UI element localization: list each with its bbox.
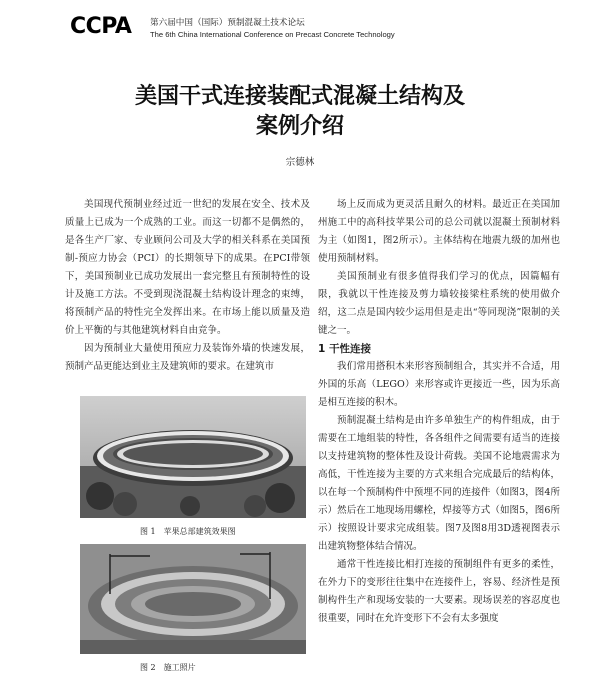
figure-2 <box>80 544 306 673</box>
author-name: 宗德林 <box>285 157 315 168</box>
paragraph: 美国现代预制业经过近一世纪的发展在安全、技术及质量上已成为一个成熟的工业。而这一切都不是偶然的，是各生产厂家、专业顾问公司及大学的相关科系在美国预制-预应力协会（PCI）的长期领导下的成果。在PCI带领下，美国预制业已成功发展出一套完整且有预制特性的设计及施工方法。不受到现浇混凝土结构设计理念的束缚，将预制产品的特性完全发挥出来。在市场上能以质量及造价上平衡的与其他建筑材料自由竞争。 <box>65 199 310 336</box>
paragraph: 场上反而成为更灵活且耐久的材料。最近正在美国加州施工中的高科技苹果公司的总公司就以混凝土预制材料为主（如图1，图2所示）。主体结构在地震九级的加州也使用预制材料。 <box>318 199 560 264</box>
apple-hq-rendering-image <box>80 396 306 518</box>
paragraph: 我们常用搭积木来形容预制组合，其实并不合适，用外国的乐高（LEGO）来形容或许更接近一些，因为乐高是相互连接的积木。 <box>318 361 560 408</box>
figure-1-caption: 图 1 苹果总部建筑效果图 <box>140 527 236 536</box>
figure-1 <box>80 396 306 537</box>
conference-name-cn: 第六届中国（国际）预制混凝土技术论坛 <box>150 18 305 28</box>
article-title <box>0 82 600 142</box>
left-column <box>65 196 310 376</box>
paragraph: 因为预制业大量使用预应力及装饰外墙的快速发展，预制产品更能达到业主及建筑师的要求。在建筑市 <box>65 343 310 372</box>
figure-2-caption: 图 2 施工照片 <box>140 663 196 672</box>
title-line-2: 案例介绍 <box>255 114 344 139</box>
right-column <box>318 196 560 628</box>
ccpa-logo: CCPA <box>70 14 132 39</box>
section-heading: 1 干性连接 <box>318 343 371 355</box>
paragraph: 预制混凝土结构是由许多单独生产的构件组成，由于需要在工地组装的特性，各各组件之间需要有适当的连接以支持建筑物的整体性及设计荷载。美国不论地震需求为高低，干性连接为主要的方式来组合完成最后的结构体，以在每一个预制构件中预埋不同的连接件（如图3，图4所示）然后在工地现场用螺栓，焊接等方式（如图5，图6所示）按照设计要求完成组装。图7及图8用3D透视图表示出建筑物整体结合情况。 <box>318 415 560 552</box>
page-header <box>70 12 540 46</box>
conference-name-en: The 6th China International Conference on Precast Concrete Technology <box>150 30 395 39</box>
title-line-1: 美国干式连接装配式混凝土结构及 <box>134 84 465 109</box>
construction-photo-image <box>80 544 306 654</box>
paragraph: 通常干性连接比相打连接的预制组件有更多的柔性，在外力下的变形往往集中在连接件上，容易、经济性是预制构件生产和现场安装的一大要素。现场误差的容忍度也很重要，同时在允许变形下不会有太多强度 <box>318 559 560 624</box>
paragraph: 美国预制业有很多值得我们学习的优点，因篇幅有限，我就以干性连接及剪力墙较接梁柱系统的使用做介绍，这二点是国内较少运用但是走出“等同现浇”限制的关键之一。 <box>318 271 560 336</box>
